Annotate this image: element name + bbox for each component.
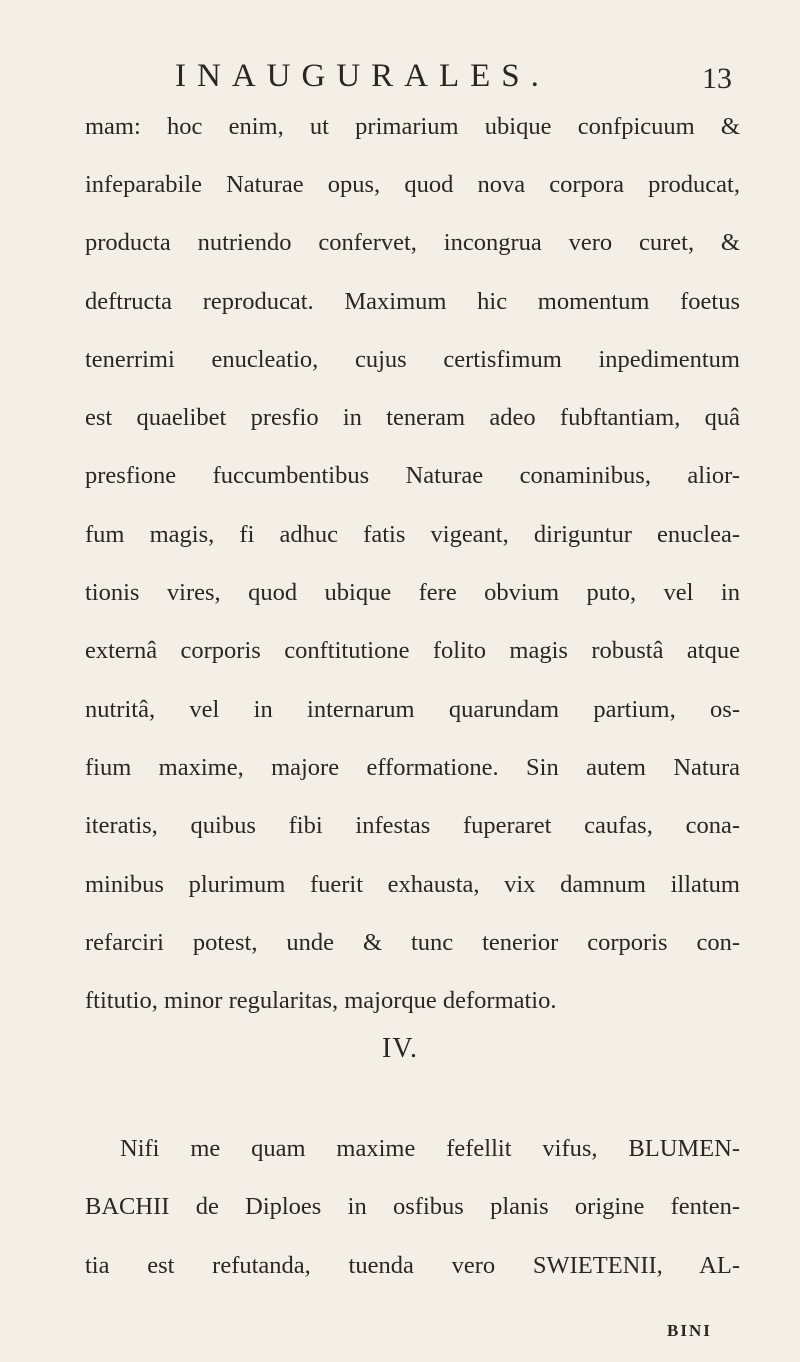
text-line: tionis vires, quod ubique fere obvium puto, vel in	[85, 579, 740, 606]
text-line: est quaelibet presfio in teneram adeo fubftantiam, quâ	[85, 404, 740, 431]
text-line: nutritâ, vel in internarum quarundam partium, os-	[85, 696, 740, 723]
text-line: presfione fuccumbentibus Naturae conaminibus, alior-	[85, 462, 740, 489]
text-line: tia est refutanda, tuenda vero SWIETENII, AL-	[85, 1252, 740, 1279]
text-line: infeparabile Naturae opus, quod nova corpora producat,	[85, 171, 740, 198]
text-line: externâ corporis conftitutione folito magis robustâ atque	[85, 637, 740, 664]
text-line: BACHII de Diploes in osfibus planis origine fenten-	[85, 1193, 740, 1220]
page-number: 13	[702, 62, 732, 95]
text-line: ftitutio, minor regularitas, majorque deformatio.	[85, 987, 557, 1014]
text-line: Nifi me quam maxime fefellit vifus, BLUMEN-	[120, 1135, 740, 1162]
running-head: INAUGURALES.	[175, 58, 550, 94]
text-line: minibus plurimum fuerit exhausta, vix damnum illatum	[85, 871, 740, 898]
text-line: producta nutriendo confervet, incongrua vero curet, &	[85, 229, 740, 256]
text-line: fium maxime, majore efformatione. Sin autem Natura	[85, 754, 740, 781]
text-line: mam: hoc enim, ut primarium ubique confpicuum &	[85, 113, 740, 140]
section-number: IV.	[382, 1033, 418, 1064]
text-line: tenerrimi enucleatio, cujus certisfimum inpedimentum	[85, 346, 740, 373]
text-line: iteratis, quibus fibi infestas fuperaret caufas, cona-	[85, 812, 740, 839]
text-line: fum magis, fi adhuc fatis vigeant, diriguntur enuclea-	[85, 521, 740, 548]
catchword: BINI	[667, 1321, 712, 1340]
text-line: refarciri potest, unde & tunc tenerior corporis con-	[85, 929, 740, 956]
text-line: deftructa reproducat. Maximum hic momentum foetus	[85, 288, 740, 315]
